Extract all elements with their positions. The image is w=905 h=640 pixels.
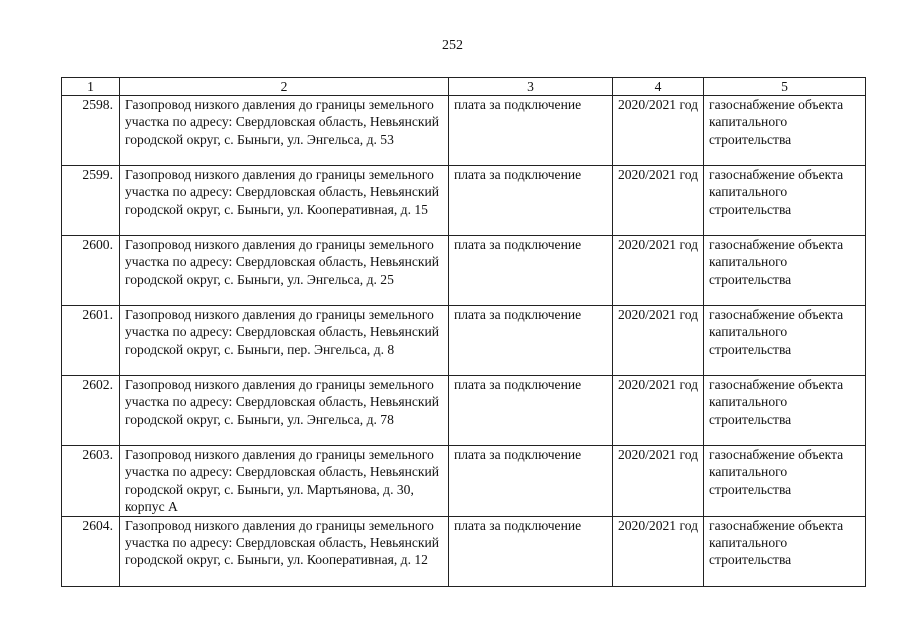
purpose: газоснабжение объекта капитального строительства xyxy=(704,376,866,446)
implementation-period: 2020/2021 год xyxy=(613,516,704,586)
row-number: 2598. xyxy=(62,96,120,166)
investment-table xyxy=(61,77,866,587)
object-description: Газопровод низкого давления до границы земельного участка по адресу: Свердловская область, Невьянский городской округ, с. Быньги, ул. Мартьянова, д. 30, корпус А xyxy=(120,446,449,517)
page-number: 252 xyxy=(442,38,463,53)
table-row xyxy=(62,236,866,306)
table-row xyxy=(62,96,866,166)
object-description: Газопровод низкого давления до границы земельного участка по адресу: Свердловская область, Невьянский городской округ, с. Быньги, ул. Кооперативная, д. 12 xyxy=(120,516,449,586)
row-number: 2601. xyxy=(62,306,120,376)
funding-source: плата за подключение xyxy=(449,96,613,166)
row-number: 2599. xyxy=(62,166,120,236)
column-header: 2 xyxy=(120,78,449,96)
table-header-row xyxy=(62,78,866,96)
funding-source: плата за подключение xyxy=(449,166,613,236)
funding-source: плата за подключение xyxy=(449,306,613,376)
purpose: газоснабжение объекта капитального строительства xyxy=(704,516,866,586)
purpose: газоснабжение объекта капитального строительства xyxy=(704,166,866,236)
purpose: газоснабжение объекта капитального строительства xyxy=(704,236,866,306)
purpose: газоснабжение объекта капитального строительства xyxy=(704,446,866,517)
row-number: 2604. xyxy=(62,516,120,586)
funding-source: плата за подключение xyxy=(449,236,613,306)
implementation-period: 2020/2021 год xyxy=(613,446,704,517)
table-row xyxy=(62,306,866,376)
row-number: 2602. xyxy=(62,376,120,446)
column-header: 3 xyxy=(449,78,613,96)
table-row xyxy=(62,376,866,446)
row-number: 2600. xyxy=(62,236,120,306)
implementation-period: 2020/2021 год xyxy=(613,376,704,446)
row-number: 2603. xyxy=(62,446,120,517)
object-description: Газопровод низкого давления до границы земельного участка по адресу: Свердловская область, Невьянский городской округ, с. Быньги, ул. Энгельса, д. 53 xyxy=(120,96,449,166)
funding-source: плата за подключение xyxy=(449,516,613,586)
funding-source: плата за подключение xyxy=(449,446,613,517)
purpose: газоснабжение объекта капитального строительства xyxy=(704,96,866,166)
purpose: газоснабжение объекта капитального строительства xyxy=(704,306,866,376)
funding-source: плата за подключение xyxy=(449,376,613,446)
column-header: 5 xyxy=(704,78,866,96)
table-row xyxy=(62,166,866,236)
object-description: Газопровод низкого давления до границы земельного участка по адресу: Свердловская область, Невьянский городской округ, с. Быньги, ул. Энгельса, д. 78 xyxy=(120,376,449,446)
object-description: Газопровод низкого давления до границы земельного участка по адресу: Свердловская область, Невьянский городской округ, с. Быньги, ул. Энгельса, д. 25 xyxy=(120,236,449,306)
column-header: 1 xyxy=(62,78,120,96)
table-row xyxy=(62,516,866,586)
implementation-period: 2020/2021 год xyxy=(613,306,704,376)
column-header: 4 xyxy=(613,78,704,96)
object-description: Газопровод низкого давления до границы земельного участка по адресу: Свердловская область, Невьянский городской округ, с. Быньги, пер. Энгельса, д. 8 xyxy=(120,306,449,376)
table-row xyxy=(62,446,866,517)
implementation-period: 2020/2021 год xyxy=(613,166,704,236)
implementation-period: 2020/2021 год xyxy=(613,236,704,306)
implementation-period: 2020/2021 год xyxy=(613,96,704,166)
object-description: Газопровод низкого давления до границы земельного участка по адресу: Свердловская область, Невьянский городской округ, с. Быньги, ул. Кооперативная, д. 15 xyxy=(120,166,449,236)
